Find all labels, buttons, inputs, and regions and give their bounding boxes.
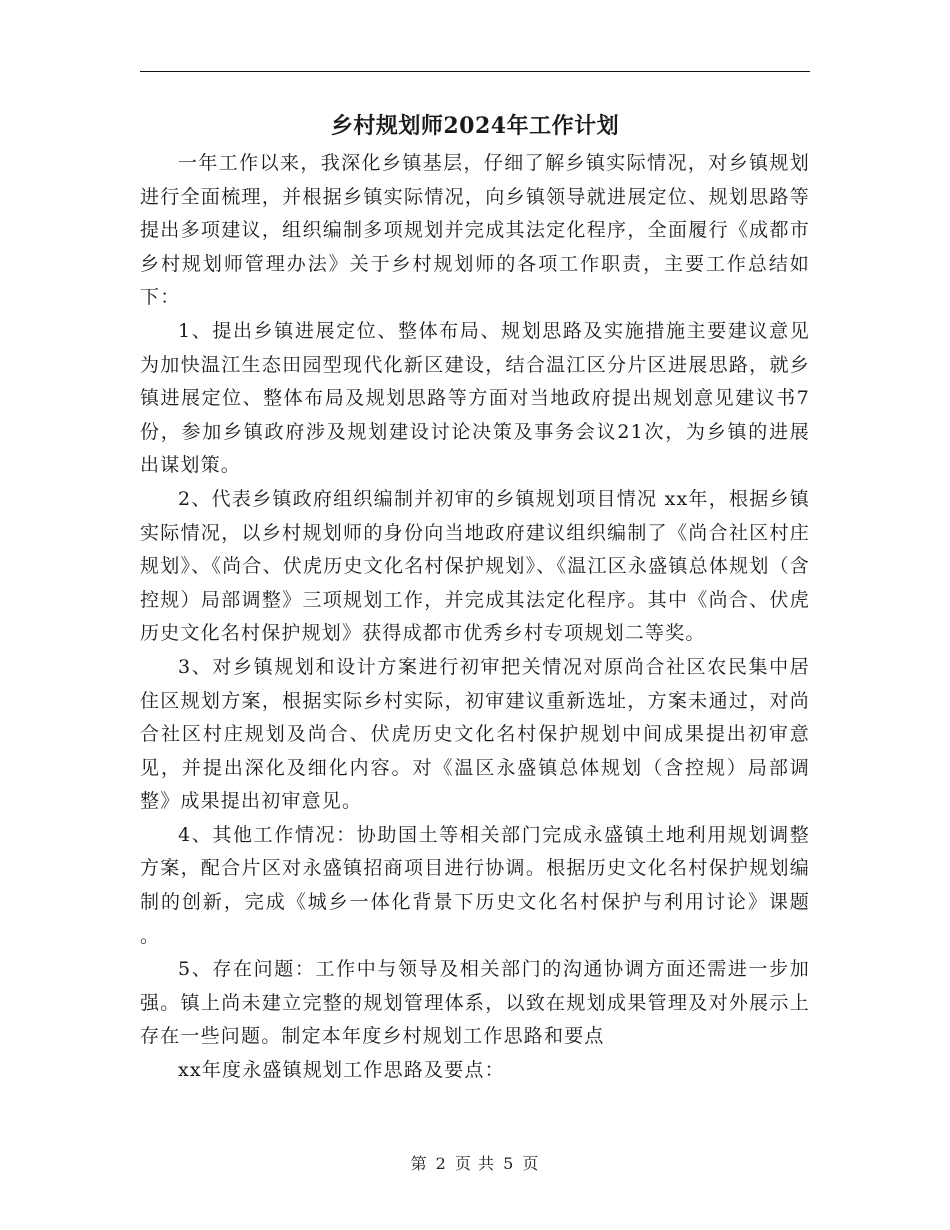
paragraph-item-2: 2、代表乡镇政府组织编制并初审的乡镇规划项目情况 xx年，根据乡镇实际情况，以乡村规划师的身份向当地政府建议组织编制了《尚合社区村庄规划》、《尚合、伏虎历史文化名村保护规划》、《温江区永盛镇总体规划（含控规）局部调整》三项规划工作，并完成其法定化程序。其中《尚合、伏虎历史文化名村保护规划》获得成都市优秀乡村专项规划二等奖。 bbox=[140, 487, 810, 645]
paragraph-item-4: 4、其他工作情况：协助国土等相关部门完成永盛镇土地利用规划调整方案，配合片区对永盛镇招商项目进行协调。根据历史文化名村保护规划编制的创新，完成《城乡一体化背景下历史文化名村保护与利用讨论》课题 。 bbox=[140, 823, 810, 947]
paragraph-item-3: 3、对乡镇规划和设计方案进行初审把关情况对原尚合社区农民集中居住区规划方案，根据实际乡村实际，初审建议重新选址，方案未通过，对尚合社区村庄规划及尚合、伏虎历史文化名村保护规划中间成果提出初审意见，并提出深化及细化内容。对《温区永盛镇总体规划（含控规）局部调整》成果提出初审意见。 bbox=[140, 655, 810, 813]
document-body bbox=[140, 147, 810, 1088]
page-label-suffix: 页 bbox=[522, 1154, 540, 1173]
header-rule bbox=[140, 71, 810, 72]
paragraph-item-5: 5、存在问题：工作中与领导及相关部门的沟通协调方面还需进一步加强。镇上尚未建立完整的规划管理体系，以致在规划成果管理及对外展示上存在一些问题。制定本年度乡村规划工作思路和要点 bbox=[140, 958, 810, 1048]
total-pages-number: 5 bbox=[503, 1154, 515, 1173]
current-page-number: 2 bbox=[435, 1154, 447, 1173]
paragraph-plan-heading: xx年度永盛镇规划工作思路及要点： bbox=[178, 1059, 505, 1082]
page-label-mid: 页 共 bbox=[454, 1154, 496, 1173]
document-title: 乡村规划师2024年工作计划 bbox=[330, 113, 620, 139]
page-label-prefix: 第 bbox=[410, 1154, 428, 1173]
paragraph-item-1: 1、提出乡镇进展定位、整体布局、规划思路及实施措施主要建议意见 为加快温江生态田园型现代化新区建设，结合温江区分片区进展思路，就乡镇进展定位、整体布局及规划思路等方面对当地政府提出规划意见建议书7份，参加乡镇政府涉及规划建设讨论决策及事务会议21次，为乡镇的进展出谋划策。 bbox=[140, 319, 810, 477]
page-number-footer bbox=[0, 1152, 950, 1176]
paragraph-intro: 一年工作以来，我深化乡镇基层，仔细了解乡镇实际情况，对乡镇规划进行全面梳理，并根据乡镇实际情况，向乡镇领导就进展定位、规划思路等提出多项建议，组织编制多项规划并完成其法定化程序，全面履行《成都市乡村规划师管理办法》关于乡村规划师的各项工作职责，主要工作总结如下： bbox=[140, 152, 810, 309]
